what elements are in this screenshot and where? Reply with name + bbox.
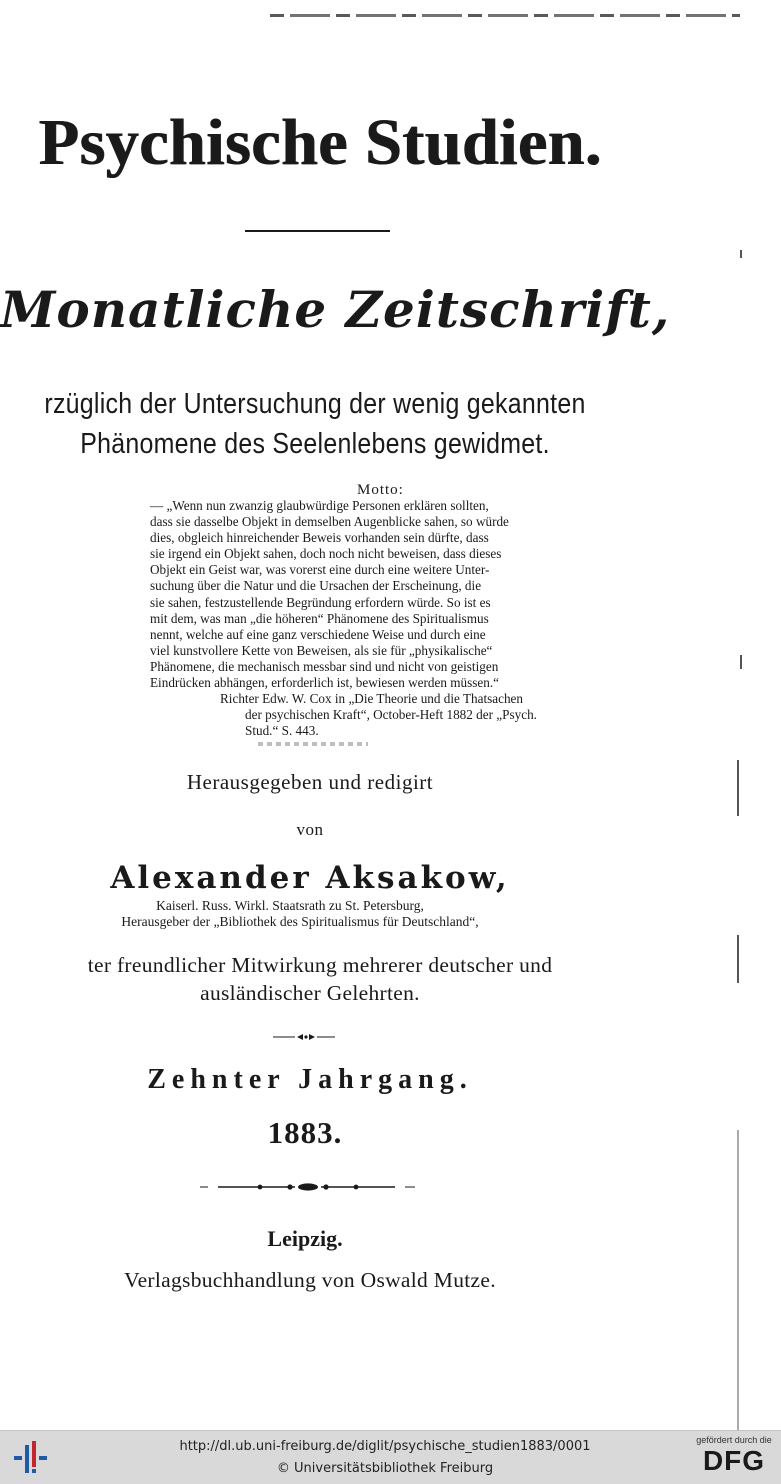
editor-title: Herausgeber der „Bibliothek des Spiritualismus für Deutschland“,: [121, 914, 479, 929]
von-word: von: [296, 820, 324, 839]
publisher-name: Verlagsbuchhandlung von Oswald Mutze.: [124, 1268, 496, 1292]
motto-line: Objekt ein Geist war, was vorerst eine durch eine weitere Unter-: [150, 562, 490, 578]
edited-by: Herausgegeben und redigirt: [186, 770, 434, 794]
copyright-notice: © Universitätsbibliothek Freiburg: [276, 1461, 494, 1476]
motto-line: dies, obgleich hinreichender Beweis vorhanden sein dürfte, dass: [150, 530, 489, 546]
dedication-line: rzüglich der Untersuchung der wenig gekannten: [44, 388, 586, 420]
editor-title: Kaiserl. Russ. Wirkl. Staatsrath zu St. Petersburg,: [156, 898, 424, 913]
scan-noise-right: [737, 935, 739, 983]
collaboration-line: ter freundlicher Mitwirkung mehrerer deutscher und: [87, 953, 553, 977]
motto-text: [150, 498, 630, 739]
motto-line: mit dem, was man „die höheren“ Phänomene des Spiritualismus: [150, 610, 489, 626]
title-rule: [245, 230, 390, 232]
scan-noise-right: [737, 760, 739, 816]
motto-heading: Motto:: [357, 482, 404, 498]
motto-line: sie sahen, festzustellende Begründung erfordern würde. So ist es: [150, 594, 491, 610]
motto-line: suchung über die Natur und die Ursachen der Erscheinung, die: [150, 578, 482, 594]
motto-line: Phänomene, die mechanisch messbar sind und nicht von geistigen: [150, 658, 499, 674]
dfg-logo[interactable]: DFG: [702, 1445, 766, 1476]
ub-freiburg-logo-icon[interactable]: [14, 1441, 50, 1475]
scan-noise-right: [740, 250, 742, 258]
faded-ornament: [258, 742, 368, 746]
viewer-footer: [0, 1430, 781, 1484]
scan-noise-right: [740, 655, 742, 669]
publication-city: Leipzig.: [267, 1226, 343, 1251]
dedication-line: Phänomene des Seelenlebens gewidmet.: [80, 428, 550, 460]
motto-line: viel kunstvollere Kette von Beweisen, als sie für „physikalische“: [150, 642, 493, 658]
motto-line: sie irgend ein Objekt sahen, doch noch nicht beweisen, dass dieses: [150, 546, 502, 562]
volume-label: Zehnter Jahrgang.: [147, 1064, 473, 1095]
scan-noise-right: [737, 1130, 739, 1430]
ornament-rule-icon: [200, 1182, 415, 1192]
motto-attribution: Stud.“ S. 443.: [245, 723, 319, 739]
motto-line: nennt, welche auf eine ganz verschiedene Weise und durch eine: [150, 626, 486, 642]
scan-noise-top: [270, 14, 740, 17]
volume-year: 1883.: [267, 1115, 343, 1150]
collaboration-line: ausländischer Gelehrten.: [200, 981, 420, 1005]
ornament-divider-icon: [273, 1034, 335, 1040]
dfg-tagline: gefördert durch die: [696, 1435, 772, 1445]
journal-title: Psychische Studien.: [38, 106, 602, 179]
motto-attribution: der psychischen Kraft“, October-Heft 1882 der „Psych.: [245, 707, 537, 723]
motto-attribution: Richter Edw. W. Cox in „Die Theorie und die Thatsachen: [220, 691, 523, 707]
motto-line: dass sie dasselbe Objekt in demselben Augenblicke sahen, so würde: [150, 514, 509, 530]
motto-line: Eindrücken abhängen, erforderlich ist, bewiesen werden müssen.“: [150, 675, 499, 691]
dedication: [44, 384, 586, 464]
editor-name: Alexander Aksakow,: [110, 860, 510, 896]
permalink-url[interactable]: http://dl.ub.uni-freiburg.de/diglit/psychische_studien1883/0001: [179, 1439, 591, 1454]
journal-subtitle: Monatliche Zeitschrift,: [0, 280, 671, 339]
motto-line: — „Wenn nun zwanzig glaubwürdige Personen erklären sollten,: [150, 498, 489, 513]
